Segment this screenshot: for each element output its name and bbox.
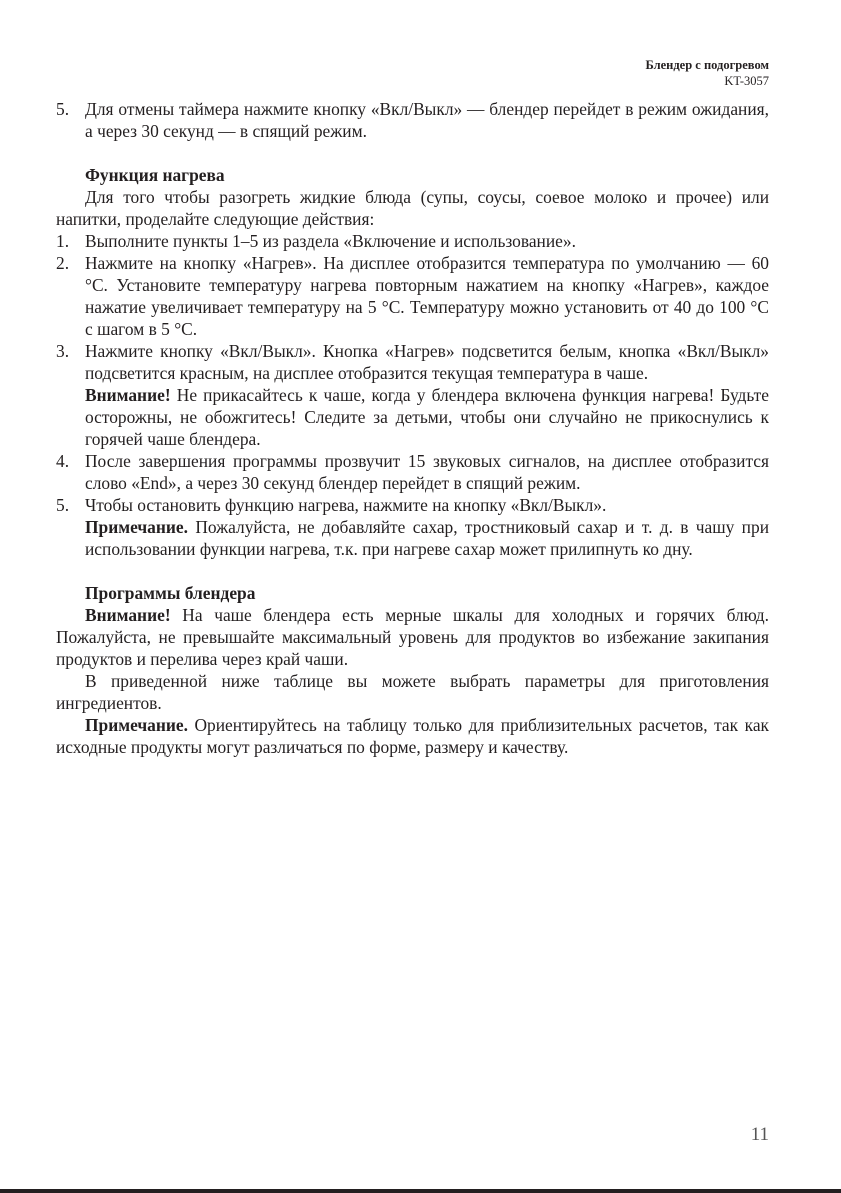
warning-text: На чаше блендера есть мерные шкалы для холодных и горячих блюд. Пожалуйста, не превышайте максимальный уровень для продуктов во избежание закипания продуктов и перелива через край чаши. xyxy=(56,605,769,669)
list-number: 3. xyxy=(56,341,70,361)
list-text: Нажмите на кнопку «Нагрев». На дисплее отобразится температура по умолчанию — 60 °С. Установите температуру нагрева повторным нажатием на кнопку «Нагрев», каждое нажатие увеличивает температуру на 5 °С. Температуру можно установить от 40 до 100 °С с шагом в 5 °С. xyxy=(85,253,769,339)
note-label: Примечание. xyxy=(85,517,188,537)
list-number: 2. xyxy=(56,253,70,273)
list-text: Чтобы остановить функцию нагрева, нажмите на кнопку «Вкл/Выкл». xyxy=(85,495,607,515)
heating-note xyxy=(85,516,769,560)
note-label: Примечание. xyxy=(85,715,188,735)
heating-step-1 xyxy=(56,230,769,252)
heating-section-title: Функция нагрева xyxy=(85,165,225,185)
list-number: 5. xyxy=(56,99,70,119)
heating-warning xyxy=(85,384,769,450)
page-content xyxy=(56,98,769,758)
heating-step-3 xyxy=(56,340,769,450)
list-text: После завершения программы прозвучит 15 звуковых сигналов, на дисплее отобразится слово «End», а через 30 секунд блендер перейдет в спящий режим. xyxy=(85,451,769,493)
list-number: 4. xyxy=(56,451,70,471)
warning-text: Не прикасайтесь к чаше, когда у блендера включена функция нагрева! Будьте осторожны, не обожгитесь! Следите за детьми, чтобы они случайно не прикоснулись к горячей чаше блендера. xyxy=(85,385,769,449)
programs-warning xyxy=(56,604,769,670)
programs-note xyxy=(56,714,769,758)
running-head xyxy=(645,57,769,89)
list-text: Выполните пункты 1–5 из раздела «Включение и использование». xyxy=(85,231,576,251)
list-number: 1. xyxy=(56,231,70,251)
programs-table-intro: В приведенной ниже таблице вы можете выбрать параметры для приготовления ингредиентов. xyxy=(56,671,769,713)
heating-step-2 xyxy=(56,252,769,340)
programs-section-title: Программы блендера xyxy=(85,583,256,603)
warning-label: Внимание! xyxy=(85,605,171,625)
product-name: Блендер с подогревом xyxy=(645,58,769,72)
note-text: Пожалуйста, не добавляйте сахар, тростниковый сахар и т. д. в чашу при использовании функции нагрева, т.к. при нагреве сахар может прилипнуть ко дну. xyxy=(85,517,769,559)
list-text: Для отмены таймера нажмите кнопку «Вкл/Выкл» — блендер перейдет в режим ожидания, а через 30 секунд — в спящий режим. xyxy=(85,99,769,141)
heating-step-5 xyxy=(56,494,769,560)
model-number: KT-3057 xyxy=(724,74,769,88)
heating-step-4 xyxy=(56,450,769,494)
bottom-rule xyxy=(0,1189,841,1193)
warning-label: Внимание! xyxy=(85,385,171,405)
list-number: 5. xyxy=(56,495,70,515)
page-number: 11 xyxy=(750,1124,769,1145)
note-text: Ориентируйтесь на таблицу только для приблизительных расчетов, так как исходные продукты могут различаться по форме, размеру и качеству. xyxy=(56,715,769,757)
timer-cancel-item xyxy=(56,98,769,142)
list-text: Нажмите кнопку «Вкл/Выкл». Кнопка «Нагрев» подсветится белым, кнопка «Вкл/Выкл» подсветится красным, на дисплее отобразится текущая температура в чаше. xyxy=(85,341,769,383)
heating-intro: Для того чтобы разогреть жидкие блюда (супы, соусы, соевое молоко и прочее) или напитки, проделайте следующие действия: xyxy=(56,187,769,229)
